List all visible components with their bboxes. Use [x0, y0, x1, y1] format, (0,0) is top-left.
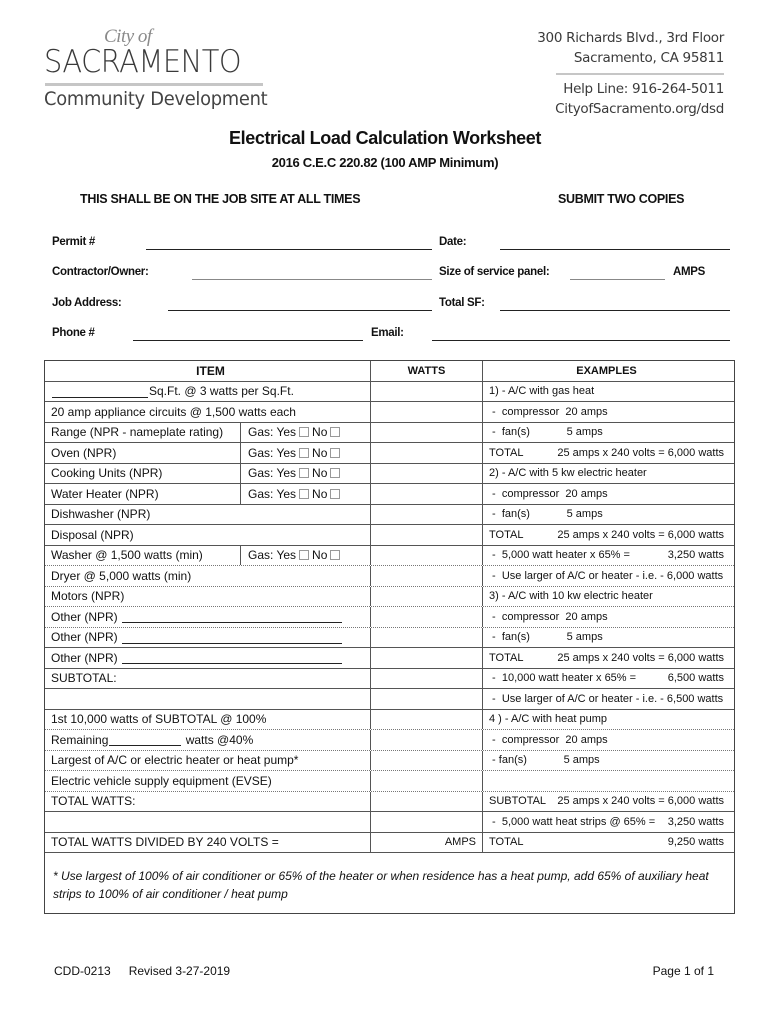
example-value: 25 amps x 240 volts = 6,000 watts: [557, 795, 724, 808]
gas-cell: [242, 546, 370, 566]
example-text: - compressor 20 amps: [489, 733, 608, 746]
item-label: Other (NPR): [51, 609, 118, 624]
example-text: - compressor 20 amps: [489, 405, 608, 418]
table-row: [45, 833, 734, 854]
gas-cell: [242, 464, 370, 484]
example-text: - Use larger of A/C or heater - i.e. - 6,000 watts: [489, 569, 724, 582]
item-cell: [45, 833, 370, 853]
item-cell: [45, 689, 370, 709]
example-value: 3,250 watts: [667, 815, 724, 828]
gas-yes-label: Gas: Yes: [248, 466, 297, 481]
example-cell: [483, 689, 734, 709]
gas-yes-checkbox[interactable]: [299, 427, 309, 437]
watts-input-cell[interactable]: [370, 423, 483, 443]
watts-input-cell[interactable]: [370, 771, 483, 791]
header-item: ITEM: [196, 363, 225, 378]
example-text: 3) - A/C with 10 kw electric heater: [489, 590, 653, 603]
table-row: [45, 484, 734, 505]
example-text: - fan(s) 5 amps: [489, 754, 600, 767]
watts-input-cell[interactable]: [370, 833, 483, 853]
table-row: [45, 751, 734, 772]
phone-label: Phone #: [52, 327, 95, 339]
item-label: Water Heater (NPR): [51, 486, 159, 501]
item-label: TOTAL WATTS:: [51, 794, 136, 809]
other-description-field[interactable]: [122, 610, 342, 623]
date-field[interactable]: [500, 236, 730, 250]
submit-copies-notice: SUBMIT TWO COPIES: [558, 192, 685, 206]
example-value: 25 amps x 240 volts = 6,000 watts: [557, 446, 724, 459]
gas-yes-label: Gas: Yes: [248, 486, 297, 501]
example-text: - 5,000 watt heater x 65% =: [489, 549, 630, 562]
example-cell: [483, 771, 734, 791]
item-label: TOTAL WATTS DIVIDED BY 240 VOLTS =: [51, 835, 279, 850]
sqft-blank-field[interactable]: [52, 385, 148, 398]
table-header-row: [45, 361, 734, 382]
document-title: Electrical Load Calculation Worksheet: [229, 128, 541, 148]
example-text: - 5,000 watt heat strips @ 65% =: [489, 815, 656, 828]
watts-input-cell[interactable]: [370, 710, 483, 730]
example-text: - fan(s) 5 amps: [489, 631, 603, 644]
item-cell: [45, 566, 370, 586]
example-value: 3,250 watts: [667, 549, 724, 562]
item-cell: [45, 710, 370, 730]
permit-field[interactable]: [146, 236, 432, 250]
item-label: Washer @ 1,500 watts (min): [51, 548, 203, 563]
gas-no-label: No: [312, 466, 328, 481]
item-label: 20 amp appliance circuits @ 1,500 watts each: [51, 404, 296, 419]
document-subtitle: 2016 C.E.C 220.82 (100 AMP Minimum): [271, 155, 499, 170]
item-cell: [45, 464, 241, 484]
item-label: 1st 10,000 watts of SUBTOTAL @ 100%: [51, 712, 267, 727]
example-cell: [483, 382, 734, 402]
gas-no-label: No: [312, 445, 328, 460]
item-cell: [45, 382, 370, 402]
item-label-suffix: watts @40%: [182, 732, 254, 747]
item-cell: [45, 525, 370, 545]
example-cell: [483, 833, 734, 853]
table-row: [45, 566, 734, 587]
gas-yes-checkbox[interactable]: [299, 468, 309, 478]
example-text: TOTAL: [489, 446, 524, 459]
gas-cell: [242, 484, 370, 504]
watts-input-cell[interactable]: [370, 669, 483, 689]
table-row: [45, 710, 734, 731]
watts-input-cell[interactable]: [370, 566, 483, 586]
table-row: [45, 587, 734, 608]
contact-block: [524, 28, 724, 119]
example-text: TOTAL: [489, 528, 524, 541]
watts-input-cell[interactable]: [370, 689, 483, 709]
gas-no-checkbox[interactable]: [330, 448, 340, 458]
watts-input-cell[interactable]: [370, 525, 483, 545]
item-label: Disposal (NPR): [51, 527, 134, 542]
gas-no-checkbox[interactable]: [330, 550, 340, 560]
logo-department: Community Development: [44, 88, 268, 110]
item-cell: [45, 648, 370, 668]
gas-no-checkbox[interactable]: [330, 489, 340, 499]
watts-input-cell[interactable]: [370, 812, 483, 832]
item-cell: [45, 730, 370, 750]
revised-date: Revised 3-27-2019: [128, 964, 231, 978]
watts-input-cell[interactable]: [370, 587, 483, 607]
service-panel-unit: AMPS: [673, 266, 706, 278]
address-line1: 300 Richards Blvd., 3rd Floor: [537, 30, 724, 46]
job-site-notice: THIS SHALL BE ON THE JOB SITE AT ALL TIMES: [80, 192, 361, 206]
item-cell: [45, 812, 370, 832]
example-cell: [483, 505, 734, 525]
item-label: Dishwasher (NPR): [51, 507, 151, 522]
item-label: Remaining: [51, 732, 109, 747]
watts-input-cell[interactable]: [370, 730, 483, 750]
example-cell: [483, 443, 734, 463]
item-label: Cooking Units (NPR): [51, 466, 163, 481]
example-cell: [483, 792, 734, 812]
example-cell: [483, 546, 734, 566]
example-text: - compressor 20 amps: [489, 610, 608, 623]
table-row: [45, 669, 734, 690]
table-row: [45, 607, 734, 628]
gas-no-checkbox[interactable]: [330, 427, 340, 437]
item-label: Other (NPR): [51, 650, 118, 665]
watts-input-cell[interactable]: [370, 546, 483, 566]
example-cell: [483, 751, 734, 771]
gas-yes-checkbox[interactable]: [299, 448, 309, 458]
logo-city-of: City of: [104, 26, 152, 47]
job-address-label: Job Address:: [52, 297, 122, 309]
example-cell: [483, 566, 734, 586]
example-text: - Use larger of A/C or heater - i.e. - 6,500 watts: [489, 692, 724, 705]
remaining-watts-field[interactable]: [109, 733, 181, 746]
item-label: SUBTOTAL:: [51, 671, 117, 686]
website: CityofSacramento.org/dsd: [555, 101, 724, 117]
example-cell: [483, 669, 734, 689]
item-cell: [45, 669, 370, 689]
header-watts: WATTS: [370, 361, 483, 381]
amps-unit-label: AMPS: [444, 836, 476, 849]
example-value: 25 amps x 240 volts = 6,000 watts: [557, 528, 724, 541]
item-label: Other (NPR): [51, 630, 118, 645]
example-value: 25 amps x 240 volts = 6,000 watts: [557, 651, 724, 664]
table-row: [45, 382, 734, 403]
item-cell: [45, 423, 241, 443]
table-row: [45, 689, 734, 710]
table-row: [45, 648, 734, 669]
contractor-field[interactable]: [192, 266, 432, 280]
other-description-field[interactable]: [122, 651, 342, 664]
item-label: Oven (NPR): [51, 445, 117, 460]
table-row: [45, 443, 734, 464]
load-calculation-table: [44, 360, 735, 914]
item-cell: [45, 443, 241, 463]
watts-input-cell[interactable]: [370, 628, 483, 648]
service-panel-label: Size of service panel:: [439, 266, 550, 278]
permit-label: Permit #: [52, 236, 95, 248]
page-number: Page 1 of 1: [652, 964, 714, 978]
table-row: [45, 771, 734, 792]
table-row: [45, 402, 734, 423]
form-code: CDD-0213: [54, 964, 111, 978]
total-sf-label: Total SF:: [439, 297, 485, 309]
watts-input-cell[interactable]: [370, 402, 483, 422]
item-label: Sq.Ft. @ 3 watts per Sq.Ft.: [149, 384, 294, 399]
example-text: - compressor 20 amps: [489, 487, 608, 500]
example-value: 9,250 watts: [667, 836, 724, 849]
job-address-field[interactable]: [168, 297, 432, 311]
gas-cell: [242, 443, 370, 463]
other-description-field[interactable]: [122, 631, 342, 644]
example-text: - 10,000 watt heater x 65% =: [489, 672, 637, 685]
contact-divider: [556, 73, 724, 75]
watts-input-cell[interactable]: [370, 648, 483, 668]
item-cell: [45, 751, 370, 771]
item-cell: [45, 402, 370, 422]
item-label: Dryer @ 5,000 watts (min): [51, 568, 192, 583]
gas-yes-label: Gas: Yes: [248, 445, 297, 460]
table-row: [45, 792, 734, 813]
footer-form-info: [54, 964, 230, 978]
watts-input-cell[interactable]: [370, 382, 483, 402]
service-panel-field[interactable]: [570, 266, 665, 280]
table-row: [45, 525, 734, 546]
example-cell: [483, 607, 734, 627]
example-cell: [483, 710, 734, 730]
gas-yes-label: Gas: Yes: [248, 548, 297, 563]
gas-yes-label: Gas: Yes: [248, 425, 297, 440]
phone-field[interactable]: [133, 327, 363, 341]
table-row: [45, 464, 734, 485]
example-text: SUBTOTAL: [489, 795, 547, 808]
example-text: TOTAL: [489, 651, 524, 664]
item-label: Electric vehicle supply equipment (EVSE): [51, 773, 272, 788]
item-label: Range (NPR - nameplate rating): [51, 425, 224, 440]
gas-no-label: No: [312, 486, 328, 501]
example-cell: [483, 648, 734, 668]
watts-input-cell[interactable]: [370, 792, 483, 812]
item-cell: [45, 546, 241, 566]
address-line2: Sacramento, CA 95811: [573, 50, 724, 66]
watts-input-cell[interactable]: [370, 607, 483, 627]
gas-no-checkbox[interactable]: [330, 468, 340, 478]
item-cell: [45, 484, 241, 504]
watts-input-cell[interactable]: [370, 505, 483, 525]
watts-input-cell[interactable]: [370, 443, 483, 463]
gas-yes-checkbox[interactable]: [299, 489, 309, 499]
item-cell: [45, 505, 370, 525]
item-cell: [45, 771, 370, 791]
gas-yes-checkbox[interactable]: [299, 550, 309, 560]
example-cell: [483, 402, 734, 422]
item-label: Motors (NPR): [51, 589, 125, 604]
watts-input-cell[interactable]: [370, 751, 483, 771]
logo-divider: [45, 83, 263, 86]
table-row: [45, 730, 734, 751]
date-label: Date:: [439, 236, 467, 248]
example-text: - fan(s) 5 amps: [489, 508, 603, 521]
example-cell: [483, 423, 734, 443]
email-field[interactable]: [432, 327, 730, 341]
example-text: 1) - A/C with gas heat: [489, 385, 595, 398]
header-examples: EXAMPLES: [576, 364, 637, 377]
table-row: [45, 423, 734, 444]
example-cell: [483, 628, 734, 648]
gas-no-label: No: [312, 425, 328, 440]
table-row: [45, 546, 734, 567]
item-cell: [45, 587, 370, 607]
example-text: 2) - A/C with 5 kw electric heater: [489, 467, 647, 480]
example-cell: [483, 587, 734, 607]
contractor-label: Contractor/Owner:: [52, 266, 149, 278]
example-text: 4 ) - A/C with heat pump: [489, 713, 607, 726]
table-body: [45, 382, 734, 854]
item-cell: [45, 607, 370, 627]
example-text: TOTAL: [489, 836, 524, 849]
gas-cell: [242, 423, 370, 443]
example-cell: [483, 812, 734, 832]
item-label: Largest of A/C or electric heater or heat pump*: [51, 753, 299, 768]
example-cell: [483, 525, 734, 545]
table-row: [45, 628, 734, 649]
gas-no-label: No: [312, 548, 328, 563]
example-cell: [483, 464, 734, 484]
example-cell: [483, 484, 734, 504]
logo-city-name: SACRAMENTO: [44, 44, 242, 80]
example-value: 6,500 watts: [667, 672, 724, 685]
item-cell: [45, 792, 370, 812]
help-line: Help Line: 916-264-5011: [563, 81, 724, 97]
table-row: [45, 505, 734, 526]
example-cell: [483, 730, 734, 750]
watts-input-cell[interactable]: [370, 464, 483, 484]
example-text: - fan(s) 5 amps: [489, 426, 603, 439]
footnote: * Use largest of 100% of air conditioner or 65% of the heater or when residence has a heat pump, add 65% of auxiliary heat strips to 100% of air conditioner / heat pump: [53, 869, 709, 901]
email-label: Email:: [371, 327, 404, 339]
watts-input-cell[interactable]: [370, 484, 483, 504]
table-row: [45, 812, 734, 833]
total-sf-field[interactable]: [500, 297, 730, 311]
item-cell: [45, 628, 370, 648]
